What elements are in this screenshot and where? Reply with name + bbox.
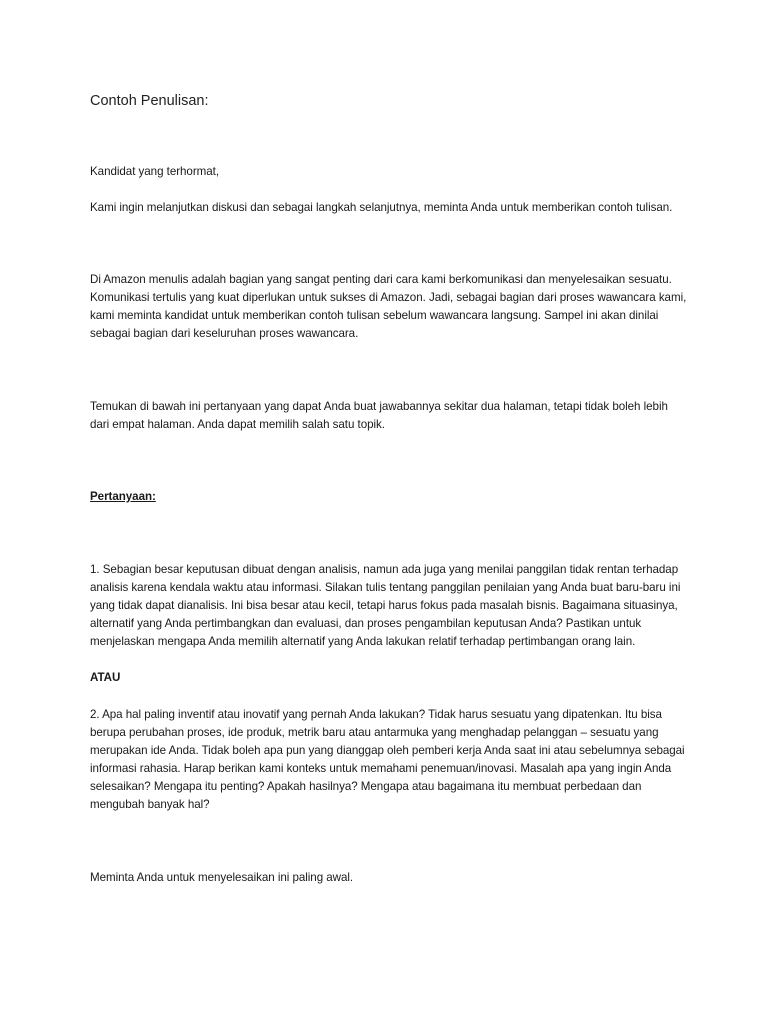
closing-line: Meminta Anda untuk menyelesaikan ini paling awal. (90, 871, 354, 884)
or-label: ATAU (90, 671, 121, 684)
greeting: Kandidat yang terhormat, (90, 165, 219, 178)
questions-heading: Pertanyaan: (90, 490, 156, 503)
question-2: 2. Apa hal paling inventif atau inovatif yang pernah Anda lakukan? Tidak harus sesuatu yang dipatenkan. Itu bisa berupa perubahan proses, ide produk, metrik baru atau antarmuka yang menghadap pelanggan – sesuatu yang merupakan ide Anda. Tidak boleh apa pun yang dianggap oleh pemberi kerja Anda saat ini atau sebelumnya sebagai informasi rahasia. Harap berikan kami konteks untuk memahami penemuan/inovasi. Masalah apa yang ingin Anda selesaikan? Mengapa itu penting? Apakah hasilnya? Mengapa atau bagaimana itu membuat perbedaan dan mengubah banyak hal? (90, 708, 685, 811)
amazon-paragraph: Di Amazon menulis adalah bagian yang sangat penting dari cara kami berkomunikasi dan menyelesaikan sesuatu. Komunikasi tertulis yang kuat diperlukan untuk sukses di Amazon. Jadi, sebagai bagian dari proses wawancara kami, kami meminta kandidat untuk memberikan contoh tulisan sebelum wawancara langsung. Sampel ini akan dinilai sebagai bagian dari keseluruhan proses wawancara. (90, 273, 687, 340)
document-title: Contoh Penulisan: (90, 93, 209, 109)
intro-paragraph: Kami ingin melanjutkan diskusi dan sebagai langkah selanjutnya, meminta Anda untuk memberikan contoh tulisan. (90, 201, 673, 214)
instructions-paragraph: Temukan di bawah ini pertanyaan yang dapat Anda buat jawabannya sekitar dua halaman, tetapi tidak boleh lebih dari empat halaman. Anda dapat memilih salah satu topik. (90, 400, 668, 431)
question-1: 1. Sebagian besar keputusan dibuat dengan analisis, namun ada juga yang menilai panggilan tidak rentan terhadap analisis karena kendala waktu atau informasi. Silakan tulis tentang panggilan penilaian yang Anda buat baru-baru ini yang tidak dapat dianalisis. Ini bisa besar atau kecil, tetapi harus fokus pada masalah bisnis. Bagaimana situasinya, alternatif yang Anda pertimbangkan dan evaluasi, dan proses pengambilan keputusan Anda? Pastikan untuk menjelaskan mengapa Anda memilih alternatif yang Anda lakukan relatif terhadap pertimbangan orang lain. (90, 563, 681, 648)
